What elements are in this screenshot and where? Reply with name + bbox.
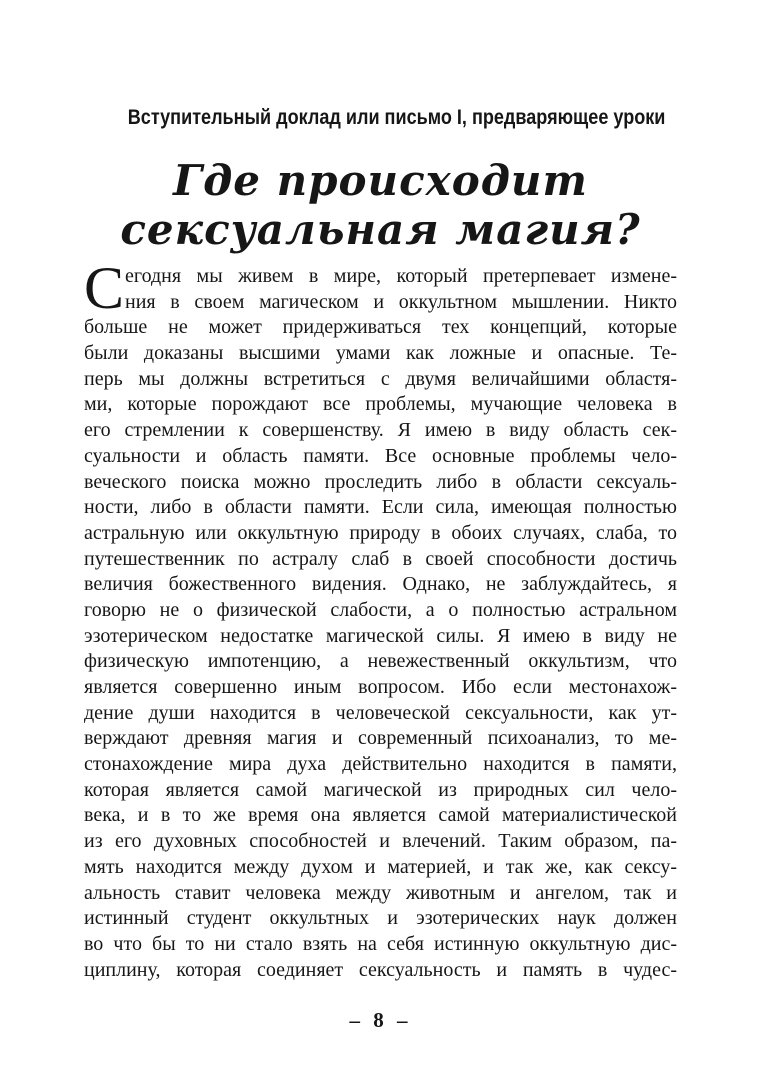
body-text-line: истинный студент оккультных и эзотерических наук должен (84, 907, 677, 930)
body-text-line: астральную или оккультную природу в обоих случаях, слаба, то (84, 521, 677, 544)
body-text-line: альность ставит человека между животным и ангелом, так и (84, 881, 677, 904)
body-text-line: говорю не о физической слабости, а о полностью астральном (84, 598, 677, 621)
chapter-title-line1: Где происходит (173, 156, 588, 205)
body-text-line: были доказаны высшими умами как ложные и опасные. Те- (84, 342, 677, 365)
body-text-line: эзотерическом недостатке магической силы. Я имею в виду не (84, 624, 677, 647)
body-text-line: ния в своем магическом и оккультном мышлении. Никто (125, 290, 677, 313)
body-text-line: ми, которые порождают все проблемы, мучающие человека в (84, 393, 677, 416)
chapter-kicker (84, 106, 677, 130)
chapter-kicker-text: Вступительный доклад или письмо I, предваряющее уроки (127, 106, 666, 129)
body-text-line: егодня мы живем в мире, который претерпевает измене- (125, 265, 677, 287)
page-number: – 8 – (349, 1008, 412, 1032)
body-text-line: веческого поиска можно проследить либо в области сексуаль- (84, 470, 677, 493)
body-text-line: верждают древняя магия и современный психоанализ, то ме- (84, 727, 677, 750)
body-text-line: величия божественного видения. Однако, не заблуждайтесь, я (84, 573, 677, 596)
body-text-line: больше не может придерживаться тех концепций, которые (84, 316, 677, 339)
body-text-line: перь мы должны встретиться с двумя величайшими областя- (84, 367, 677, 390)
body-text-line: века, и в то же время она является самой материалистической (84, 804, 677, 827)
body-text-line: ности, либо в области памяти. Если сила, имеющая полностью (84, 496, 677, 519)
body-text-line: циплину, которая соединяет сексуальность и память в чудес- (84, 958, 677, 981)
body-text-line: дение души находится в человеческой сексуальности, как ут- (84, 701, 677, 724)
body-text-line: суальности и область памяти. Все основные проблемы чело- (84, 444, 677, 467)
body-text-line: во что бы то ни стало взять на себя истинную оккультную дис- (84, 932, 677, 955)
drop-cap: С (84, 255, 125, 321)
chapter-title (0, 156, 761, 254)
body-text-line: путешественник по астралу слаб в своей способности достичь (84, 547, 677, 570)
body-text-line: из его духовных способностей и влечений. Таким образом, па- (84, 830, 677, 853)
body-text-line: физическую импотенцию, а невежественный оккультизм, что (84, 650, 677, 673)
body-text-line: которая является самой магической из природных сил чело- (84, 778, 677, 801)
body-text-line: стонахождение мира духа действительно находится в памяти, (84, 753, 677, 776)
body-text-line: является совершенно иным вопросом. Ибо если местонахож- (84, 676, 677, 698)
body-text (84, 255, 677, 983)
body-text-line: мять находится между духом и материей, и так же, как сексу- (84, 855, 677, 878)
chapter-title-line2: сексуальная магия? (120, 205, 641, 254)
body-text-line: его стремлении к совершенству. Я имею в виду область сек- (84, 419, 677, 442)
